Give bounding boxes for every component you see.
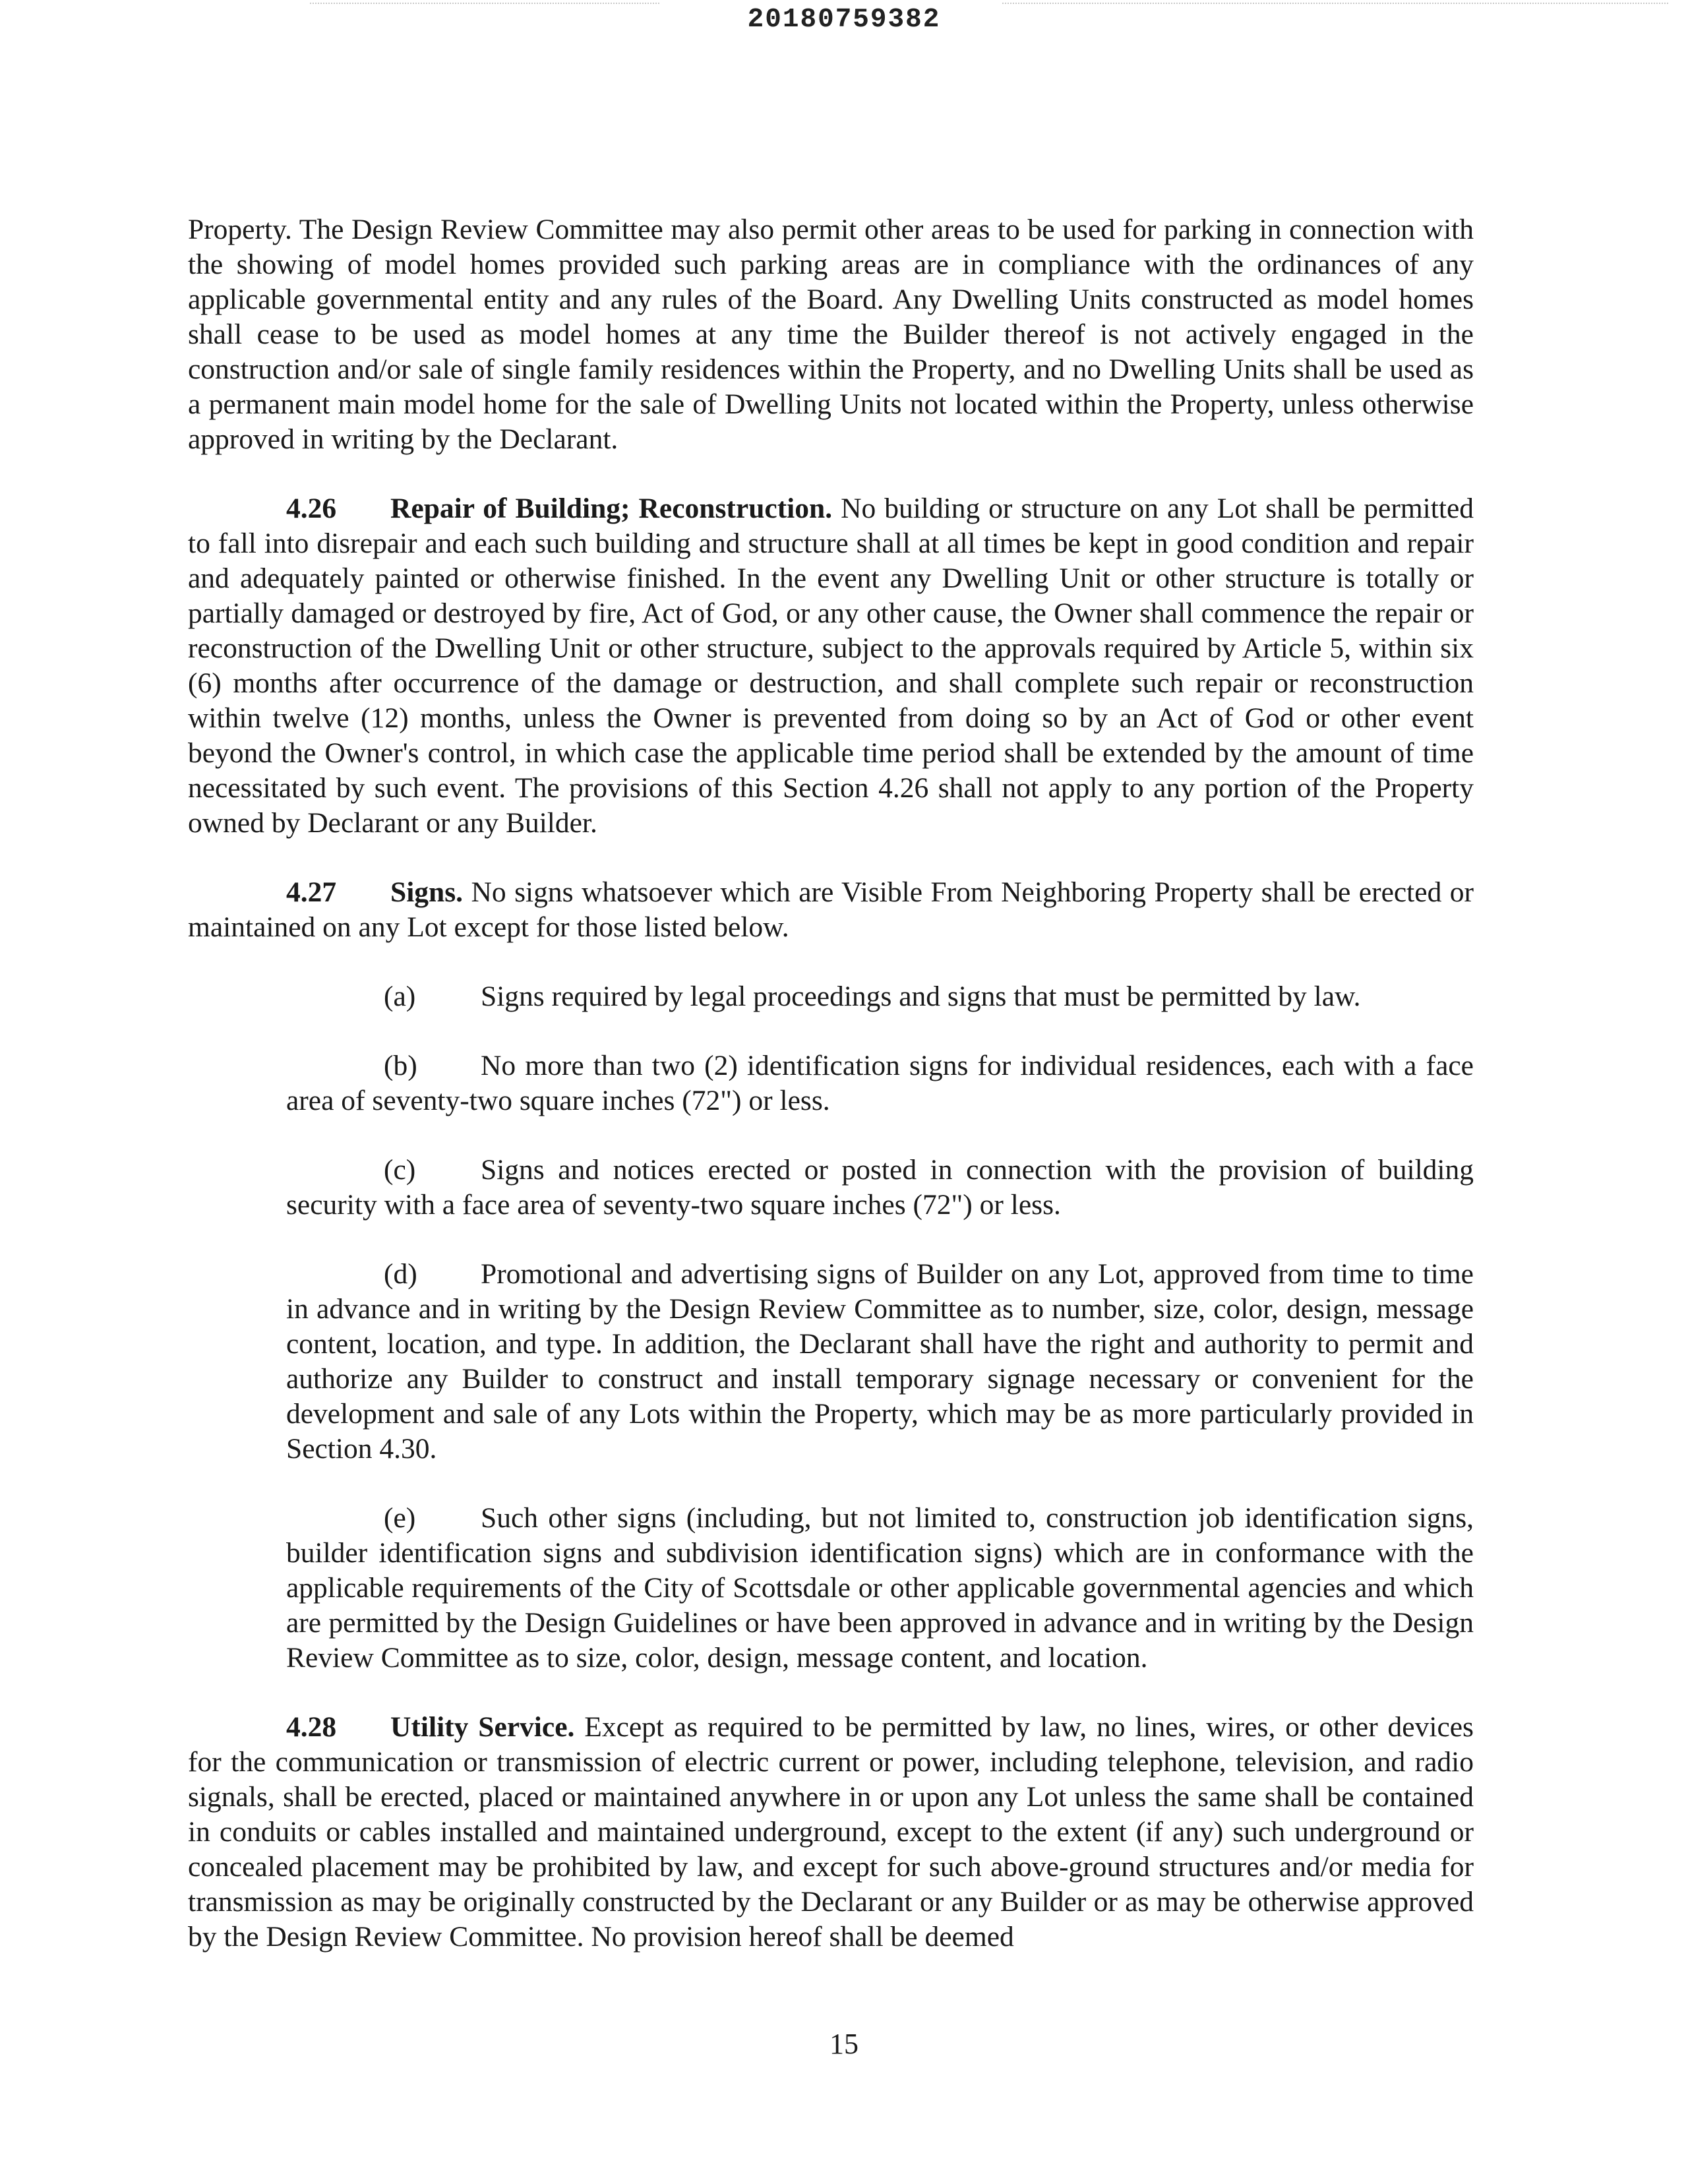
list-item-label: (b) (384, 1050, 417, 1081)
section-heading: Signs. (390, 876, 464, 908)
section-text: No building or structure on any Lot shall be permitted to fall into disrepair and each such building and structure shall at all times be kept in good condition and repair and adequately painted or otherwise finished. In the event any Dwelling Unit or other structure is totally or partially damaged or destroyed by fire, Act of God, or any other cause, the Owner shall commence the repair or reconstruction of the Dwelling Unit or other structure, subject to the approvals required by Article 5, within six (6) months after occurrence of the damage or destruction, and shall complete such repair or reconstruction within twelve (12) months, unless the Owner is prevented from doing so by an Act of God or other event beyond the Owner's control, in which case the applicable time period shall be extended by the amount of time necessitated by such event. The provisions of this Section 4.26 shall not apply to any portion of the Property owned by Declarant or any Builder. (188, 493, 1474, 839)
section-number: 4.27 (286, 876, 337, 908)
list-item-text: Promotional and advertising signs of Builder on any Lot, approved from time to time in advance and in writing by the Design Review Committee as to number, size, color, design, message content, location, and type. In addition, the Declarant shall have the right and authority to permit and authorize any Builder to construct and install temporary signage necessary or convenient for the development and sale of any Lots within the Property, which may be as more particularly provided in Section 4.30. (286, 1258, 1474, 1465)
list-item-label: (e) (384, 1502, 416, 1534)
list-item-label: (a) (384, 981, 416, 1012)
section-heading: Utility Service. (390, 1711, 575, 1743)
section-4-28 (188, 1710, 1474, 1955)
list-item-label: (c) (384, 1154, 416, 1186)
document-body (188, 212, 1474, 1955)
section-text: No signs whatsoever which are Visible From Neighboring Property shall be erected or maintained on any Lot except for those listed below. (188, 876, 1474, 943)
section-4-27 (188, 875, 1474, 945)
section-text: Except as required to be permitted by law, no lines, wires, or other devices for the communication or transmission of electric current or power, including telephone, television, and radio signals, shall be erected, placed or maintained anywhere in or upon any Lot unless the same shall be contained in conduits or cables installed and maintained underground, except to the extent (if any) such underground or concealed placement may be prohibited by law, and except for such above-ground structures and/or media for transmission as may be originally constructed by the Declarant or any Builder or as may be otherwise approved by the Design Review Committee. No provision hereof shall be deemed (188, 1711, 1474, 1953)
list-item-text: Such other signs (including, but not limited to, construction job identification signs, builder identification signs and subdivision identification signs) which are in conformance with the applicable requirements of the City of Scottsdale or other applicable governmental agencies and which are permitted by the Design Guidelines or have been approved in advance and in writing by the Design Review Committee as to size, color, design, message content, and location. (286, 1502, 1474, 1674)
section-number: 4.28 (286, 1711, 337, 1743)
list-item-d (286, 1257, 1474, 1467)
page-number: 15 (829, 2028, 859, 2060)
list-item-text: Signs and notices erected or posted in connection with the provision of building security with a face area of seventy-two square inches (72") or less. (286, 1154, 1474, 1221)
list-item-c (286, 1153, 1474, 1223)
list-item-text: Signs required by legal proceedings and signs that must be permitted by law. (481, 981, 1361, 1012)
list-item-b (286, 1048, 1474, 1118)
paragraph-continuation: Property. The Design Review Committee may also permit other areas to be used for parking in connection with the showing of model homes provided such parking areas are in compliance with the ordinances of any applicable governmental entity and any rules of the Board. Any Dwelling Units constructed as model homes shall cease to be used as model homes at any time the Builder thereof is not actively engaged in the construction and/or sale of single family residences within the Property, and no Dwelling Units shall be used as a permanent main model home for the sale of Dwelling Units not located within the Property, unless otherwise approved in writing by the Declarant. (188, 214, 1474, 455)
document-number: 20180759382 (747, 5, 941, 35)
list-item-text: No more than two (2) identification signs for individual residences, each with a face area of seventy-two square inches (72") or less. (286, 1050, 1474, 1116)
section-4-26 (188, 491, 1474, 841)
list-item-e (286, 1501, 1474, 1676)
section-number: 4.26 (286, 493, 337, 524)
list-item-a (286, 979, 1474, 1014)
list-item-label: (d) (384, 1258, 417, 1290)
section-heading: Repair of Building; Reconstruction. (390, 493, 833, 524)
